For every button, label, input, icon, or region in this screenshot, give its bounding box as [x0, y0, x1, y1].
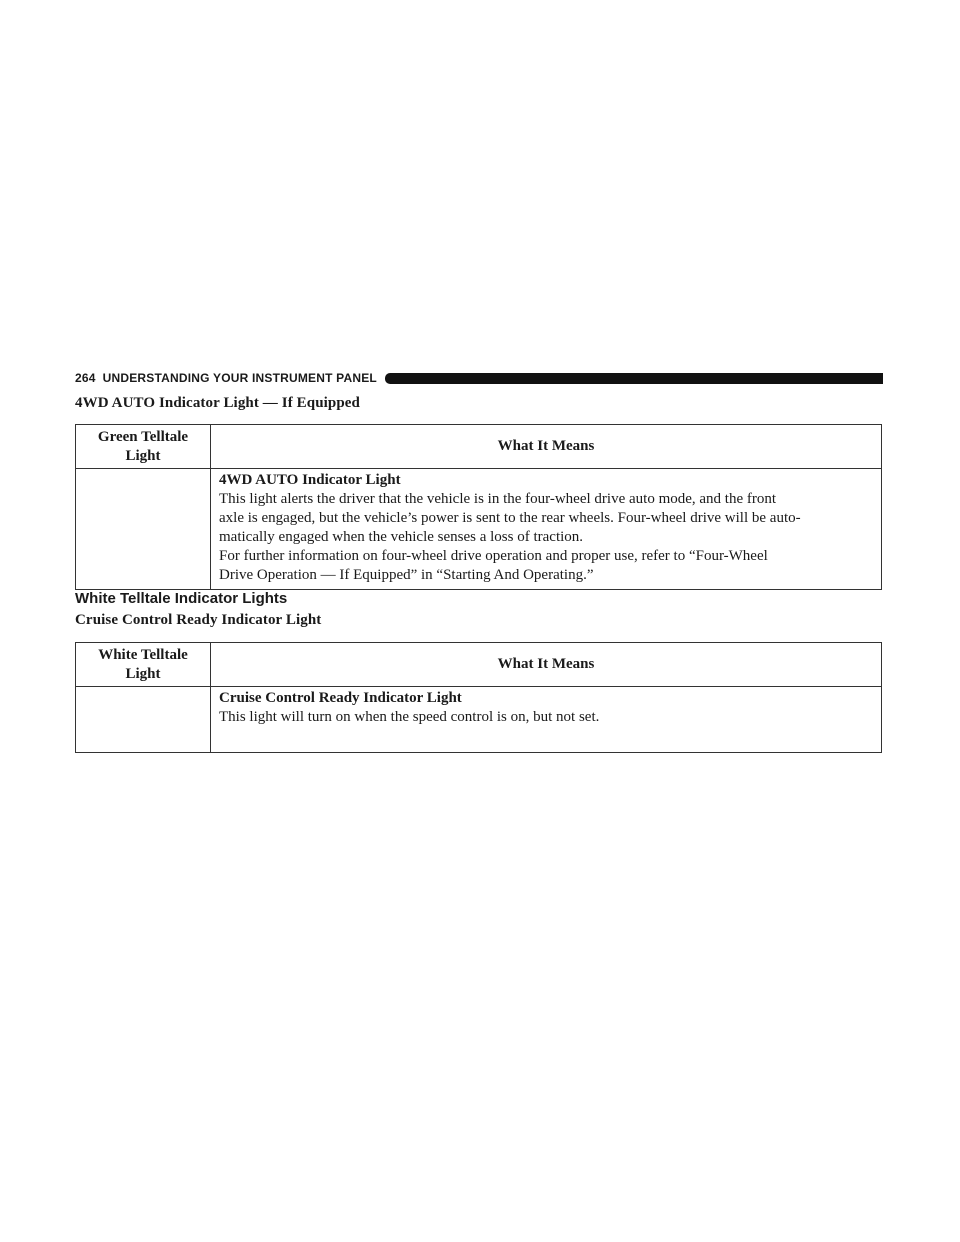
- page-number: 264: [75, 371, 96, 385]
- column-header-line: Light: [125, 665, 161, 682]
- row-text-line: For further information on four-wheel drive operation and proper use, refer to “Four-Wheel: [219, 548, 768, 564]
- telltale-icon-cell: [76, 687, 211, 753]
- running-title: UNDERSTANDING YOUR INSTRUMENT PANEL: [102, 371, 377, 385]
- meaning-cell: [211, 687, 882, 753]
- row-text-line: This light alerts the driver that the vehicle is in the four-wheel drive auto mode, and the front: [219, 491, 777, 507]
- row-text-line: matically engaged when the vehicle senses a loss of traction.: [219, 529, 584, 545]
- row-title: 4WD AUTO Indicator Light: [219, 472, 401, 488]
- column-header-telltale-light: [76, 643, 211, 687]
- telltale-table-green: [75, 424, 882, 590]
- table-row: [76, 469, 882, 590]
- subheading-cruise-control: Cruise Control Ready Indicator Light: [75, 612, 322, 628]
- row-text-line: This light will turn on when the speed control is on, but not set.: [219, 709, 600, 725]
- row-text-line: axle is engaged, but the vehicle’s power is sent to the rear wheels. Four-wheel drive will be auto-: [219, 510, 801, 526]
- telltale-icon-cell: [76, 469, 211, 590]
- column-header-line: Green Telltale: [97, 428, 189, 445]
- row-title: Cruise Control Ready Indicator Light: [219, 690, 462, 706]
- section-heading-4wd-auto: 4WD AUTO Indicator Light — If Equipped: [75, 395, 360, 411]
- column-header-telltale-light: [76, 425, 211, 469]
- row-text-line: Drive Operation — If Equipped” in “Starting And Operating.”: [219, 567, 594, 583]
- telltale-table-white: [75, 642, 882, 753]
- column-header-what-it-means: What It Means: [211, 425, 882, 469]
- table-header-row: [76, 425, 882, 469]
- meaning-cell: [211, 469, 882, 590]
- table-row: [76, 687, 882, 753]
- column-header-line: Light: [125, 447, 161, 464]
- page-header: [75, 370, 883, 386]
- header-rule-bar: [385, 373, 883, 384]
- table-header-row: [76, 643, 882, 687]
- section-heading-white-telltale: White Telltale Indicator Lights: [75, 590, 288, 607]
- column-header-what-it-means: What It Means: [211, 643, 882, 687]
- column-header-line: White Telltale: [98, 646, 188, 663]
